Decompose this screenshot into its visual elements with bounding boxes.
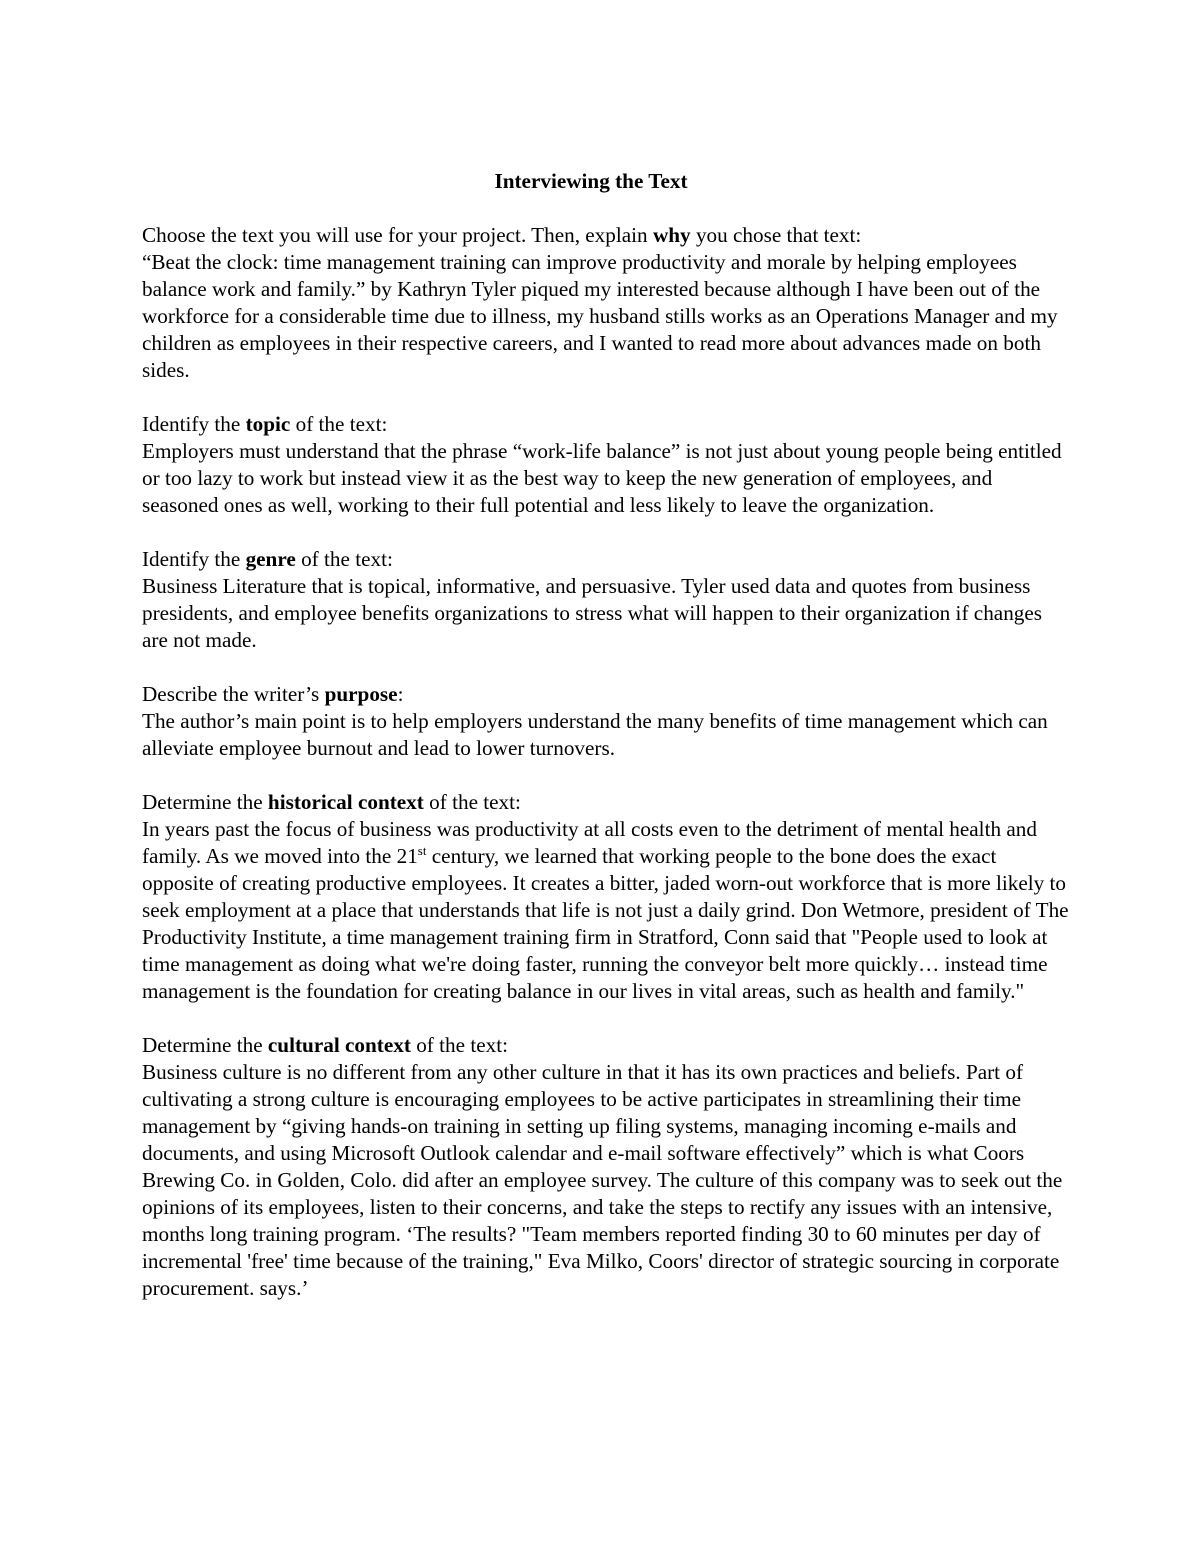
prompt-text: Identify the xyxy=(142,412,246,436)
section-prompt xyxy=(142,546,1072,573)
prompt-text: Determine the xyxy=(142,790,268,814)
document-title: Interviewing the Text xyxy=(494,169,688,193)
section-topic xyxy=(142,411,1072,519)
section-purpose xyxy=(142,681,1072,762)
section-prompt xyxy=(142,1032,1072,1059)
section-answer: “Beat the clock: time management training can improve productivity and morale by helping employees balance work and family.” by Kathryn Tyler piqued my interested because although I have been out of the workforce for a considerable time due to illness, my husband stills works as an Operations Manager and my children as employees in their respective careers, and I wanted to read more about advances made on both sides. xyxy=(142,250,1058,382)
section-answer xyxy=(142,816,1072,1005)
prompt-text: of the text: xyxy=(295,547,393,571)
section-prompt xyxy=(142,789,1072,816)
prompt-text: of the text: xyxy=(423,790,521,814)
section-answer: Business culture is no different from any other culture in that it has its own practices and beliefs. Part of cultivating a strong culture is encouraging employees to be active participates in streamlining their time management by “giving hands-on training in setting up filing systems, managing incoming e-mails and documents, and using Microsoft Outlook calendar and e-mail software effectively” which is what Coors Brewing Co. in Golden, Colo. did after an employee survey. The culture of this company was to seek out the opinions of its employees, listen to their concerns, and take the steps to rectify any issues with an intensive, months long training program. ‘The results? "Team members reported finding 30 to 60 minutes per day of incremental 'free' time because of the training," Eva Milko, Coors' director of strategic sourcing in corporate procurement. says.’ xyxy=(142,1060,1063,1300)
section-answer: Business Literature that is topical, informative, and persuasive. Tyler used data and quotes from business presidents, and employee benefits organizations to stress what will happen to their organization if changes are not made. xyxy=(142,574,1043,652)
section-why xyxy=(142,222,1072,384)
prompt-text: : xyxy=(397,682,404,706)
section-prompt xyxy=(142,222,1072,249)
ordinal-superscript: st xyxy=(417,843,427,858)
prompt-keyword: genre xyxy=(245,547,296,571)
prompt-text: Choose the text you will use for your project. Then, explain xyxy=(142,223,653,247)
prompt-text: you chose that text: xyxy=(690,223,862,247)
prompt-keyword: purpose xyxy=(324,682,398,706)
prompt-text: of the text: xyxy=(410,1033,508,1057)
prompt-text: Describe the writer’s xyxy=(142,682,325,706)
section-historical-context xyxy=(142,789,1072,1005)
prompt-text: Determine the xyxy=(142,1033,268,1057)
prompt-keyword: topic xyxy=(245,412,291,436)
answer-text: century, we learned that working people to the bone does the exact opposite of creating productive employees. It creates a bitter, jaded worn-out workforce that is more likely to seek employment at a place that understands that life is not just a daily grind. Don Wetmore, president of The Productivity Institute, a time management training firm in Stratford, Conn said that "People used to look at time management as doing what we're doing faster, running the conveyor belt more quickly… instead time management is the foundation for creating balance in our lives in vital areas, such as health and family." xyxy=(142,844,1069,1003)
prompt-keyword: why xyxy=(652,223,691,247)
prompt-keyword: cultural context xyxy=(267,1033,411,1057)
answer-text: In years past the focus of business was productivity at all costs even to the detriment of mental health and family. As we moved into the 21 xyxy=(142,817,1037,868)
prompt-text: of the text: xyxy=(290,412,388,436)
document-body xyxy=(142,168,1072,1329)
prompt-keyword: historical context xyxy=(267,790,424,814)
section-genre xyxy=(142,546,1072,654)
section-prompt xyxy=(142,681,1072,708)
section-answer: Employers must understand that the phrase “work-life balance” is not just about young people being entitled or too lazy to work but instead view it as the best way to keep the new generation of employees, and seasoned ones as well, working to their full potential and less likely to leave the organization. xyxy=(142,439,1062,517)
section-answer: The author’s main point is to help employers understand the many benefits of time management which can alleviate employee burnout and lead to lower turnovers. xyxy=(142,709,1048,760)
section-prompt xyxy=(142,411,1072,438)
prompt-text: Identify the xyxy=(142,547,246,571)
section-cultural-context xyxy=(142,1032,1072,1302)
